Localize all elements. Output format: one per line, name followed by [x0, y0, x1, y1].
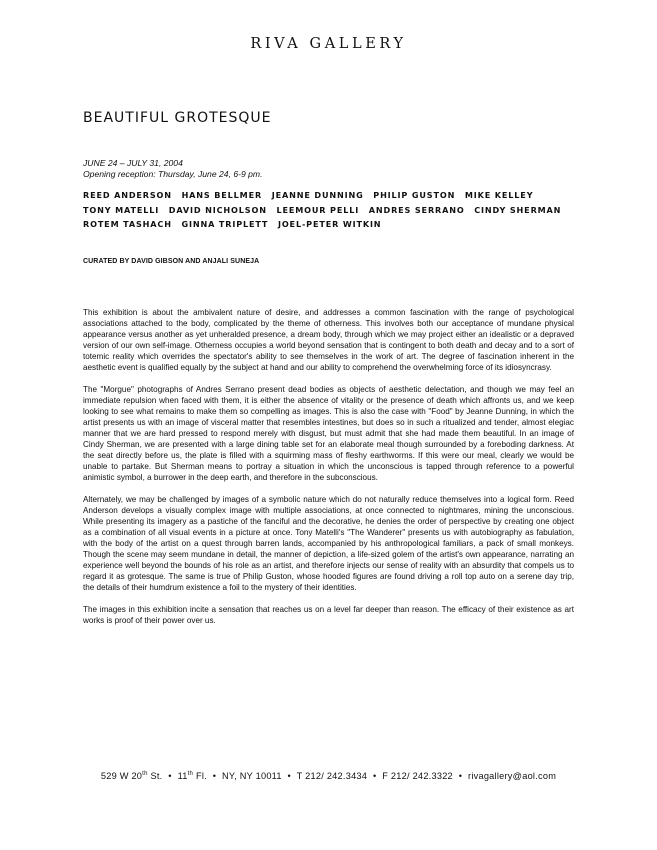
body-paragraph: The images in this exhibition incite a sensation that reaches us on a level far deeper than reason. The efficacy of their existence as art works is proof of their power over us. — [83, 605, 574, 625]
artist-name: ROTEM TASHACH — [83, 219, 172, 230]
exhibition-dates: JUNE 24 – JULY 31, 2004 — [83, 158, 183, 168]
telephone-number: T 212/ 242.3434 — [296, 771, 368, 781]
exhibition-title: BEAUTIFUL GROTESQUE — [83, 110, 272, 126]
street-ordinal: th — [142, 771, 148, 777]
artist-name: CINDY SHERMAN — [474, 204, 562, 215]
artist-name: PHILIP GUSTON — [373, 190, 456, 200]
bullet-separator: • — [212, 771, 217, 781]
gallery-contact-footer — [0, 771, 657, 781]
artist-name: JEANNE DUNNING — [271, 190, 364, 200]
artist-name: DAVID NICHOLSON — [168, 204, 267, 215]
exhibition-dates-block — [83, 158, 262, 180]
bullet-separator: • — [168, 771, 172, 781]
bullet-separator: • — [372, 771, 377, 781]
bullet-separator: • — [287, 771, 291, 781]
artist-name: LEEMOUR PELLI — [276, 204, 360, 215]
artist-name: JOEL-PETER WITKIN — [277, 219, 382, 230]
artist-name: MIKE KELLEY — [464, 190, 534, 200]
street-number: 529 W 20 — [100, 771, 143, 781]
floor-address — [178, 771, 207, 781]
floor-number: 11 — [177, 771, 188, 781]
press-release-body — [83, 307, 574, 637]
artist-list — [83, 188, 603, 232]
artist-name: TONY MATELLI — [83, 204, 160, 215]
body-paragraph: This exhibition is about the ambivalent nature of desire, and addresses a common fascination with the range of psychological associations attached to the body, complicated by the theme of otherness. This involves both our acceptance of mundane physical appearance versus another as yet unheralded presence, a dream body, through which we may project either an idealistic or a depraved version of our own self-image. Otherness occupies a world beyond sensation that is contingent to both death and decay and to a sort of totemic reality which overrides the spectator's ability to see themselves in the work of art. The degree of fascination inherent in the aesthetic event is qualified equally by the subject at hand and our ability to comprehend the overwhelming force of its idiosyncrasy. — [83, 308, 574, 372]
street-suffix: St. — [150, 771, 163, 781]
artist-name: ANDRES SERRANO — [368, 204, 465, 215]
email-address: rivagallery@aol.com — [468, 771, 557, 781]
artist-row-2 — [83, 203, 603, 218]
body-paragraph: Alternately, we may be challenged by images of a symbolic nature which do not naturally reduce themselves into a logical form. Reed Anderson develops a visually complex image with multiple associations, at once connected to nightmares, mining the unconscious. While presenting its imagery as a pastiche of the fanciful and the decorative, he denies the order of perspective by creating one object as a combination of all visual events in a picture at once. Tony Matelli's "The Wanderer" presents us with autobiography as fabulation, with the body of the artist on a quest through barren lands, accompanied by his anthropological familiars, a pack of small monkeys. Though the scene may seem mundane in detail, the manner of depiction, a life-sized golem of the artist's own appearance, narrating an experience well beyond the bounds of his role as an artist, and therefore injects our sense of reality with an absurdity that compels us to regard it as grotesque. The same is true of Philip Guston, whose hooded figures are found driving a roll top auto on a serene day trip, the details of their humdrum existence a foil to the mystery of their identities. — [83, 495, 574, 592]
curator-credit: CURATED BY DAVID GIBSON AND ANJALI SUNEJA — [83, 258, 260, 265]
artist-name: REED ANDERSON — [83, 190, 172, 200]
floor-suffix: Fl. — [195, 771, 207, 781]
street-address — [101, 771, 163, 781]
artist-name: GINNA TRIPLETT — [181, 219, 269, 230]
city-address: NY, NY 10011 — [222, 771, 282, 781]
floor-ordinal: th — [187, 771, 194, 777]
bullet-separator: • — [458, 771, 463, 781]
artist-row-1 — [83, 188, 603, 203]
fax-number: F 212/ 242.3322 — [382, 771, 453, 781]
opening-reception: Opening reception: Thursday, June 24, 6-9 pm. — [83, 169, 263, 179]
body-paragraph: The "Morgue" photographs of Andres Serrano present dead bodies as objects of aesthetic delectation, and though we may feel an immediate repulsion when faced with them, it is either the absence of vitality or the presence of death which affronts us, and we keep looking to see what remains to make them so compelling as images. This is also the case with "Food" by Jeanne Dunning, in which the artist presents us with an image of visceral matter that resembles intestines, but does so in such a ritualized and tender, almost elegiac manner that we are hard pressed to respond merely with disgust, but must admit that she had made them beautiful. In an image of Cindy Sherman, we are presented with a large dining table set for an elaborate meal though surrounded by a foreboding darkness. At the seat directly before us, the plate is filled with a squirming mass of fleshy earthworms. If this were our meal, clearly we would be unable to partake. But Sherman means to portray a situation in which the unconscious is tapped through reference to a powerful animistic symbol, a burrower in the deep earth, and therefore in the subconscious. — [83, 385, 574, 482]
artist-name: HANS BELLMER — [181, 190, 263, 200]
artist-row-3 — [83, 217, 603, 232]
gallery-masthead: RIVA GALLERY — [250, 36, 407, 52]
